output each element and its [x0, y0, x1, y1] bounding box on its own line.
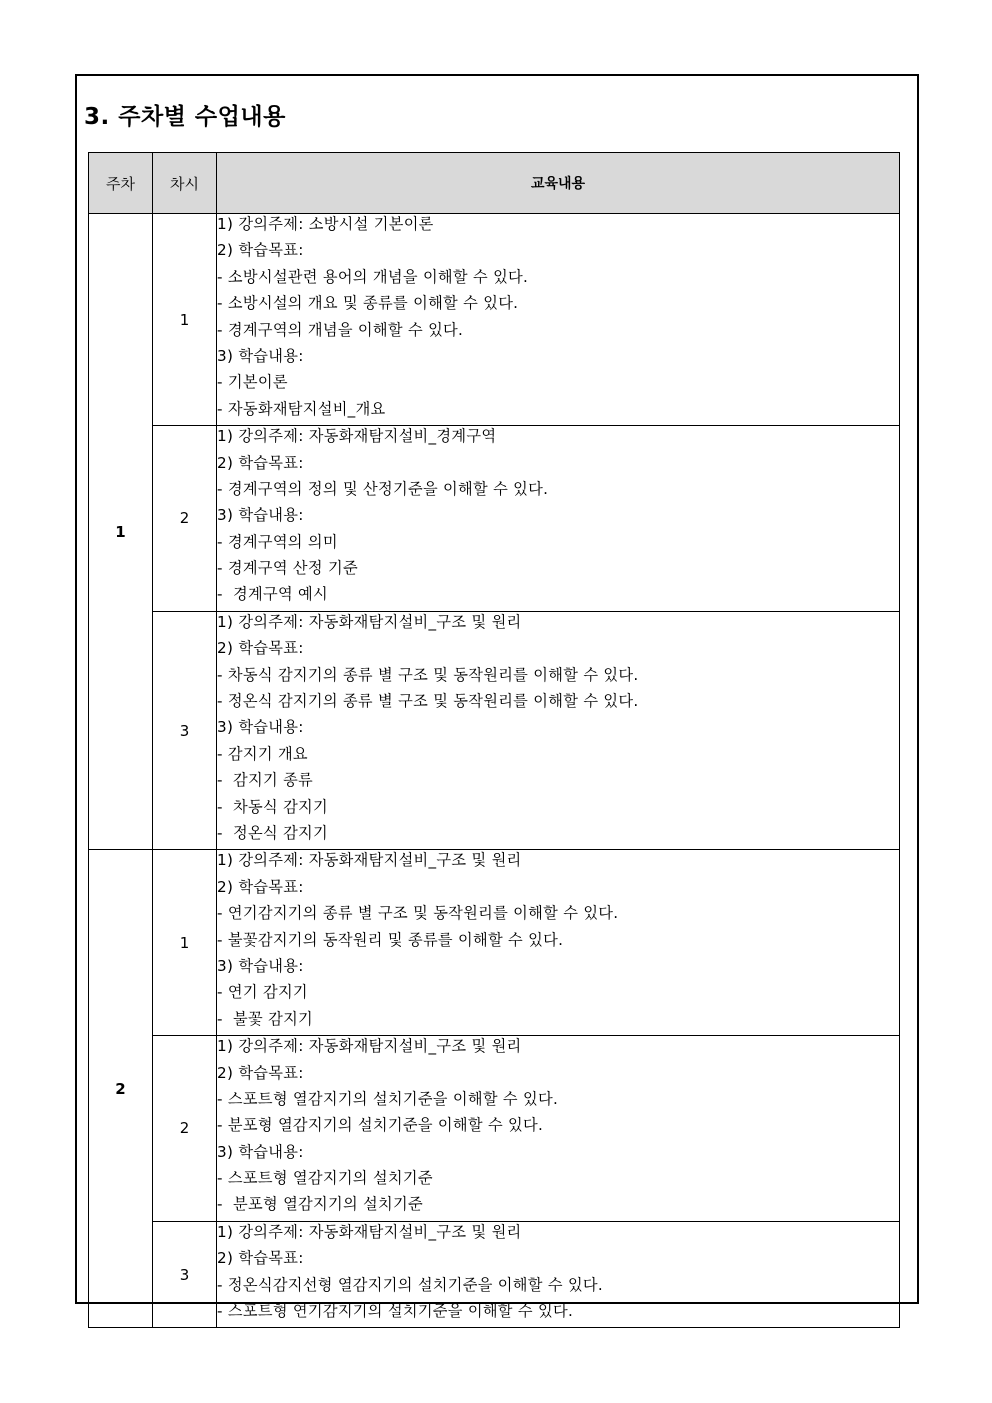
- session-cell: 1: [153, 214, 217, 426]
- table-row: [89, 611, 900, 850]
- content-line: 1) 강의주제: 자동화재탐지설비_구조 및 원리: [217, 1222, 522, 1241]
- content-column-header: 교육내용: [217, 153, 900, 214]
- content-cell: [217, 850, 900, 1036]
- content-line: - 감지기 종류: [217, 771, 314, 790]
- content-line: - 자동화재탐지설비_개요: [217, 399, 386, 418]
- content-line: 1) 강의주제: 자동화재탐지설비_구조 및 원리: [217, 1037, 522, 1056]
- content-line: - 기본이론: [217, 373, 288, 392]
- content-line: 1) 강의주제: 자동화재탐지설비_구조 및 원리: [217, 851, 522, 870]
- week-cell: 1: [89, 214, 153, 850]
- content-line: - 정온식 감지기: [217, 823, 328, 842]
- section-title: 3. 주차별 수업내용: [84, 104, 286, 130]
- content-line: - 정온식 감지기의 종류 별 구조 및 동작원리를 이해할 수 있다.: [217, 692, 639, 711]
- content-line: - 연기감지기의 종류 별 구조 및 동작원리를 이해할 수 있다.: [217, 904, 619, 923]
- content-line: - 차동식 감지기의 종류 별 구조 및 동작원리를 이해할 수 있다.: [217, 665, 639, 684]
- content-cell: [217, 426, 900, 612]
- content-line: 2) 학습목표:: [217, 877, 304, 896]
- content-cell: [217, 1036, 900, 1222]
- content-line: 3) 학습내용:: [217, 346, 304, 365]
- content-line: 3) 학습내용:: [217, 718, 304, 737]
- header-row: [89, 153, 900, 214]
- session-cell: 3: [153, 1221, 217, 1328]
- content-cell: [217, 1221, 900, 1328]
- content-line: - 분포형 열감지기의 설치기준: [217, 1195, 423, 1214]
- content-line: - 연기 감지기: [217, 983, 308, 1002]
- content-line: - 스포트형 열감지기의 설치기준: [217, 1169, 433, 1188]
- session-cell: 2: [153, 426, 217, 612]
- content-line: 2) 학습목표:: [217, 1249, 304, 1268]
- week-cell: 2: [89, 850, 153, 1328]
- table-row: [89, 214, 900, 426]
- content-line: - 정온식감지선형 열감지기의 설치기준을 이해할 수 있다.: [217, 1275, 604, 1294]
- content-line: - 경계구역의 개념을 이해할 수 있다.: [217, 320, 464, 339]
- content-line: - 소방시설의 개요 및 종류를 이해할 수 있다.: [217, 294, 519, 313]
- content-line: 2) 학습목표:: [217, 241, 304, 260]
- content-line: - 감지기 개요: [217, 744, 308, 763]
- content-line: 1) 강의주제: 소방시설 기본이론: [217, 215, 434, 233]
- week-column-header: 주차: [89, 153, 153, 214]
- content-cell: [217, 214, 900, 426]
- content-line: - 경계구역 예시: [217, 585, 328, 604]
- content-line: 3) 학습내용:: [217, 1142, 304, 1161]
- table-row: [89, 426, 900, 612]
- content-line: - 스포트형 연기감지기의 설치기준을 이해할 수 있다.: [217, 1302, 574, 1321]
- session-cell: 2: [153, 1036, 217, 1222]
- session-column-header: 차시: [153, 153, 217, 214]
- content-cell: [217, 611, 900, 850]
- syllabus-table: [88, 152, 900, 1328]
- content-line: - 불꽃 감지기: [217, 1009, 314, 1028]
- session-cell: 1: [153, 850, 217, 1036]
- content-line: 2) 학습목표:: [217, 1063, 304, 1082]
- content-line: 2) 학습목표:: [217, 453, 304, 472]
- content-line: 2) 학습목표:: [217, 639, 304, 658]
- content-line: 1) 강의주제: 자동화재탐지설비_구조 및 원리: [217, 612, 522, 631]
- content-line: - 경계구역 산정 기준: [217, 559, 358, 578]
- content-line: 3) 학습내용:: [217, 506, 304, 525]
- content-line: 3) 학습내용:: [217, 956, 304, 975]
- table-row: [89, 1036, 900, 1222]
- content-line: - 경계구역의 정의 및 산정기준을 이해할 수 있다.: [217, 479, 549, 498]
- content-line: - 소방시설관련 용어의 개념을 이해할 수 있다.: [217, 267, 529, 286]
- content-line: - 분포형 열감지기의 설치기준을 이해할 수 있다.: [217, 1116, 544, 1135]
- content-line: - 스포트형 열감지기의 설치기준을 이해할 수 있다.: [217, 1089, 559, 1108]
- table-row: [89, 1221, 900, 1328]
- content-line: - 불꽃감지기의 동작원리 및 종류를 이해할 수 있다.: [217, 930, 564, 949]
- content-line: - 차동식 감지기: [217, 797, 328, 816]
- content-line: 1) 강의주제: 자동화재탐지설비_경계구역: [217, 427, 497, 446]
- session-cell: 3: [153, 611, 217, 850]
- table-row: [89, 850, 900, 1036]
- content-line: - 경계구역의 의미: [217, 532, 338, 551]
